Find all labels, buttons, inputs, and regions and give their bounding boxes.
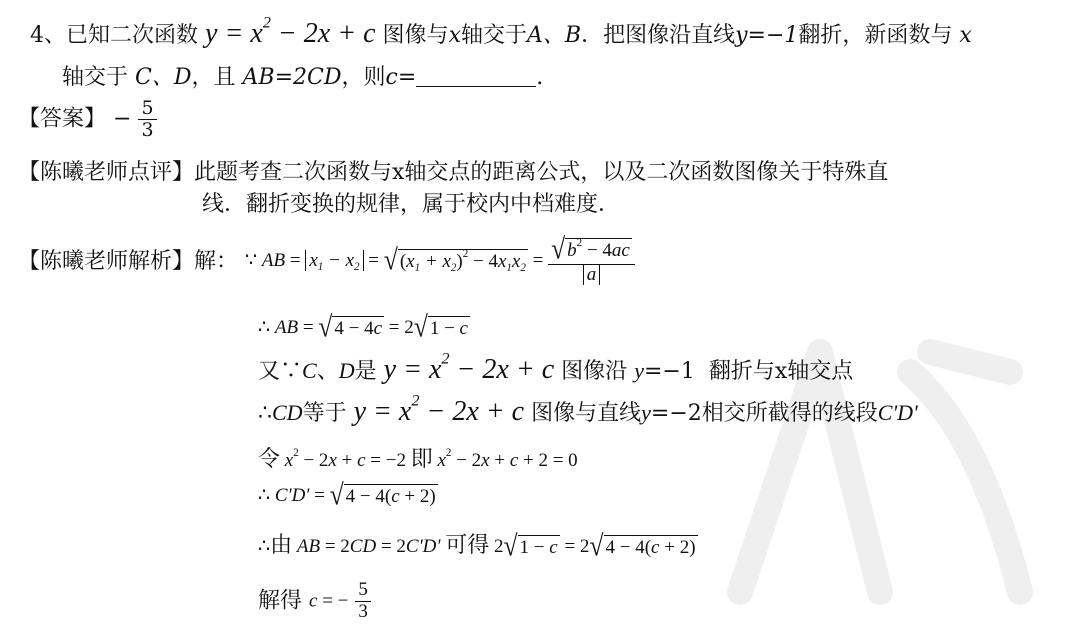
- answer-sign: −: [113, 106, 132, 132]
- analysis-line-3: 又∵C、D是 $y = x^2 - 2x + c$ 图像沿 y=−1 翻折与x轴交点: [258, 349, 854, 385]
- analysis-line-2: ∴ AB = √ 4 − 4c = 2 √ 1 − c: [258, 309, 468, 344]
- analysis-label: 【陈曦老师解析】: [18, 249, 195, 275]
- answer-line: [18, 98, 157, 141]
- question-text: 已知二次函数: [66, 23, 199, 48]
- comment-text: 此题考查二次函数与x轴交点的距离公式，以及二次函数图像关于特殊直: [194, 160, 889, 185]
- question-text: ，则: [341, 65, 386, 90]
- analysis-line-5: 令 $x^2 - 2x + c = -2$ 即 $x^2 - 2x + c + 2 = 0$: [258, 446, 578, 471]
- analysis-line-8: 解得 c = − $\frac{5}{3}$: [258, 580, 371, 623]
- watermark-decoration: [680, 312, 1040, 612]
- math-condition: AB=2CD: [242, 65, 342, 90]
- comment-label: 【陈曦老师点评】: [18, 160, 195, 185]
- question-text: 图像与: [382, 23, 449, 48]
- final-fraction: $\frac{5}{3}$: [355, 580, 371, 623]
- math-function: $y = x^2 - 2x + c$: [205, 13, 376, 49]
- question-line-2: [62, 64, 543, 90]
- answer-label: 【答案】: [18, 106, 107, 132]
- question-text: ．把图像沿直线: [581, 23, 736, 48]
- math-var: c=: [385, 65, 417, 90]
- math-points: C、D: [135, 65, 192, 90]
- answer-fraction: $\frac{5}{3}$: [138, 98, 156, 141]
- question-text: ，且: [191, 65, 236, 90]
- analysis-line-6: ∴ C'D' = √ 4 − 4(c + 2): [258, 477, 436, 512]
- math-line: y=−1: [735, 23, 799, 48]
- question-text: 轴交于: [62, 65, 129, 90]
- question-line-1: [30, 13, 972, 50]
- question-number: 4、: [30, 23, 66, 48]
- comment-line-2: [202, 192, 620, 217]
- analysis-line-1: [18, 231, 635, 286]
- comment-text: 线．翻折变换的规律，属于校内中档难度．: [202, 192, 621, 217]
- analysis-text: 解：: [194, 249, 239, 275]
- math-points: A、B: [527, 23, 582, 48]
- comment-line-1: [18, 160, 888, 185]
- question-text: .: [536, 65, 544, 90]
- answer-blank: [416, 64, 536, 87]
- analysis-line-7: ∴由 AB = 2CD = 2C'D' 可得 2 √ 1 − c = 2 √ 4 − 4(c + 2): [258, 528, 696, 563]
- analysis-line-4: ∴CD等于 $y = x^2 - 2x + c$ 图像与直线y=−2相交所截得的线段C'D': [258, 391, 918, 427]
- distance-formula: ∵ AB = $x_1 - x_2$ = √ $(x_1 + x_2)^2 - 4x_1x_2$ = √ $b^2 - 4ac$ a: [245, 250, 635, 271]
- math-var: x: [448, 23, 461, 48]
- question-text: 轴交于: [460, 23, 527, 48]
- question-text: 翻折，新函数与: [798, 23, 953, 48]
- math-var: x: [959, 23, 972, 48]
